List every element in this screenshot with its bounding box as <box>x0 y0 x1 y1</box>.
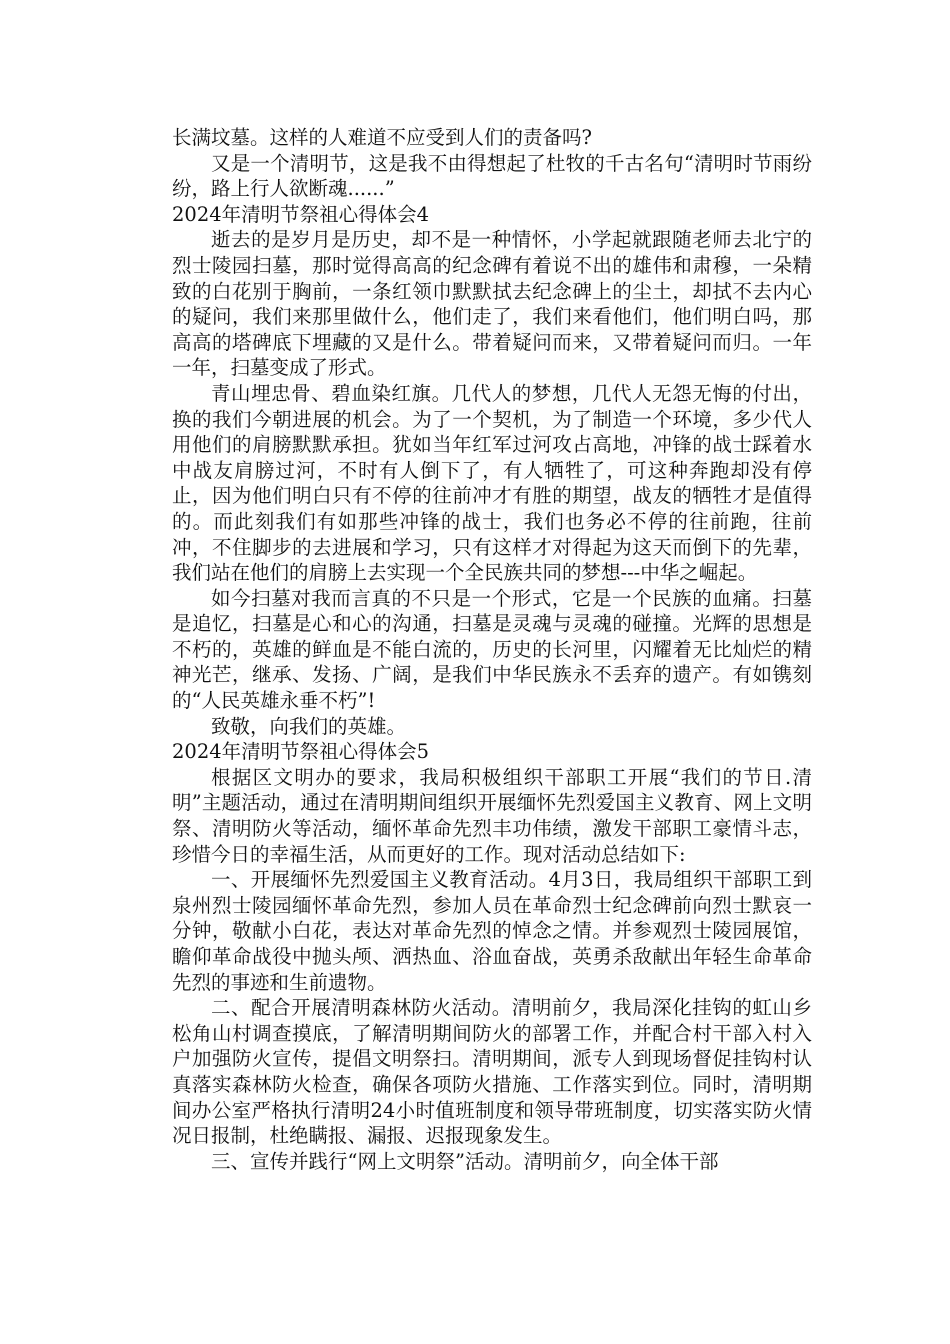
paragraph-memory: 逝去的是岁月是历史，却不是一种情怀，小学起就跟随老师去北宁的烈士陵园扫墓，那时觉得高高的纪念碑有着说不出的雄伟和肃穆，一朵精致的白花别于胸前，一条红领巾默默拭去纪念碑上的尘土，却拭不去内心的疑问，我们来那里做什么，他们走了，我们来看他们，他们明白吗，那高高的塔碑底下埋藏的又是什么。带着疑问而来，又带着疑问而归。一年一年，扫墓变成了形式。 <box>172 228 812 380</box>
paragraph-continuation: 长满坟墓。这样的人难道不应受到人们的责备吗? <box>172 126 592 149</box>
paragraph-item-three: 三、宣传并践行“网上文明祭”活动。清明前夕，向全体干部 <box>211 1149 719 1173</box>
paragraph-item-one: 一、开展缅怀先烈爱国主义教育活动。4月3日，我局组织干部职工到泉州烈士陵园缅怀革命先烈，参加人员在革命烈士纪念碑前向烈士默哀一分钟，敬献小白花，表达对革命先烈的悼念之情。并参观烈士陵园展馆，瞻仰革命战役中抛头颅、洒热血、浴血奋战，英勇杀敌献出年轻生命革命先烈的事迹和生前遗物。 <box>172 868 812 994</box>
paragraph-martyrs: 青山埋忠骨、碧血染红旗。几代人的梦想，几代人无怨无悔的付出，换的我们今朝进展的机会。为了一个契机，为了制造一个环境，多少代人用他们的肩膀默默承担。犹如当年红军过河攻占高地，冲锋的战士踩着水中战友肩膀过河，不时有人倒下了，有人牺牲了，可这种奔跑却没有停止，因为他们明白只有不停的往前冲才有胜的期望，战友的牺牲才是值得的。而此刻我们有如那些冲锋的战士，我们也务必不停的往前跑，往前冲，不住脚步的去进展和学习，只有这样才对得起为这天而倒下的先辈，我们站在他们的肩膀上去实现一个全民族共同的梦想---中华之崛起。 <box>172 381 812 585</box>
paragraph-item-two: 二、配合开展清明森林防火活动。清明前夕，我局深化挂钩的虹山乡松角山村调查摸底，了解清明期间防火的部署工作，并配合村干部入村入户加强防火宣传，提倡文明祭扫。清明期间，派专人到现场督促挂钩村认真落实森林防火检查，确保各项防火措施、工作落实到位。同时，清明期间办公室严格执行清明24小时值班制度和领导带班制度，切实落实防火情况日报制，杜绝瞒报、漏报、迟报现象发生。 <box>172 996 812 1148</box>
paragraph-qingming-poem: 又是一个清明节，这是我不由得想起了杜牧的千古名句“清明时节雨纷纷，路上行人欲断魂......” <box>172 151 812 201</box>
section-heading-4: 2024年清明节祭祖心得体会4 <box>172 202 430 226</box>
paragraph-tomb-sweeping: 如今扫墓对我而言真的不只是一个形式，它是一个民族的血痛。扫墓是追忆，扫墓是心和心的沟通，扫墓是灵魂与灵魂的碰撞。光辉的思想是不朽的，英雄的鲜血是不能白流的，历史的长河里，闪耀着无比灿烂的精神光芒，继承、发扬、广阔，是我们中华民族永不丢弃的遗产。有如镌刻的“人民英雄永垂不朽”! <box>172 586 812 713</box>
paragraph-salute: 致敬，向我们的英雄。 <box>211 714 407 738</box>
document-page <box>172 125 812 1174</box>
section-heading-5: 2024年清明节祭祖心得体会5 <box>172 740 430 764</box>
paragraph-activity-intro: 根据区文明办的要求，我局积极组织干部职工开展“我们的节日.清明”主题活动，通过在清明期间组织开展缅怀先烈爱国主义教育、网上文明祭、清明防火等活动，缅怀革命先烈丰功伟绩，激发干部职工豪情斗志，珍惜今日的幸福生活，从而更好的工作。现对活动总结如下: <box>172 765 812 866</box>
